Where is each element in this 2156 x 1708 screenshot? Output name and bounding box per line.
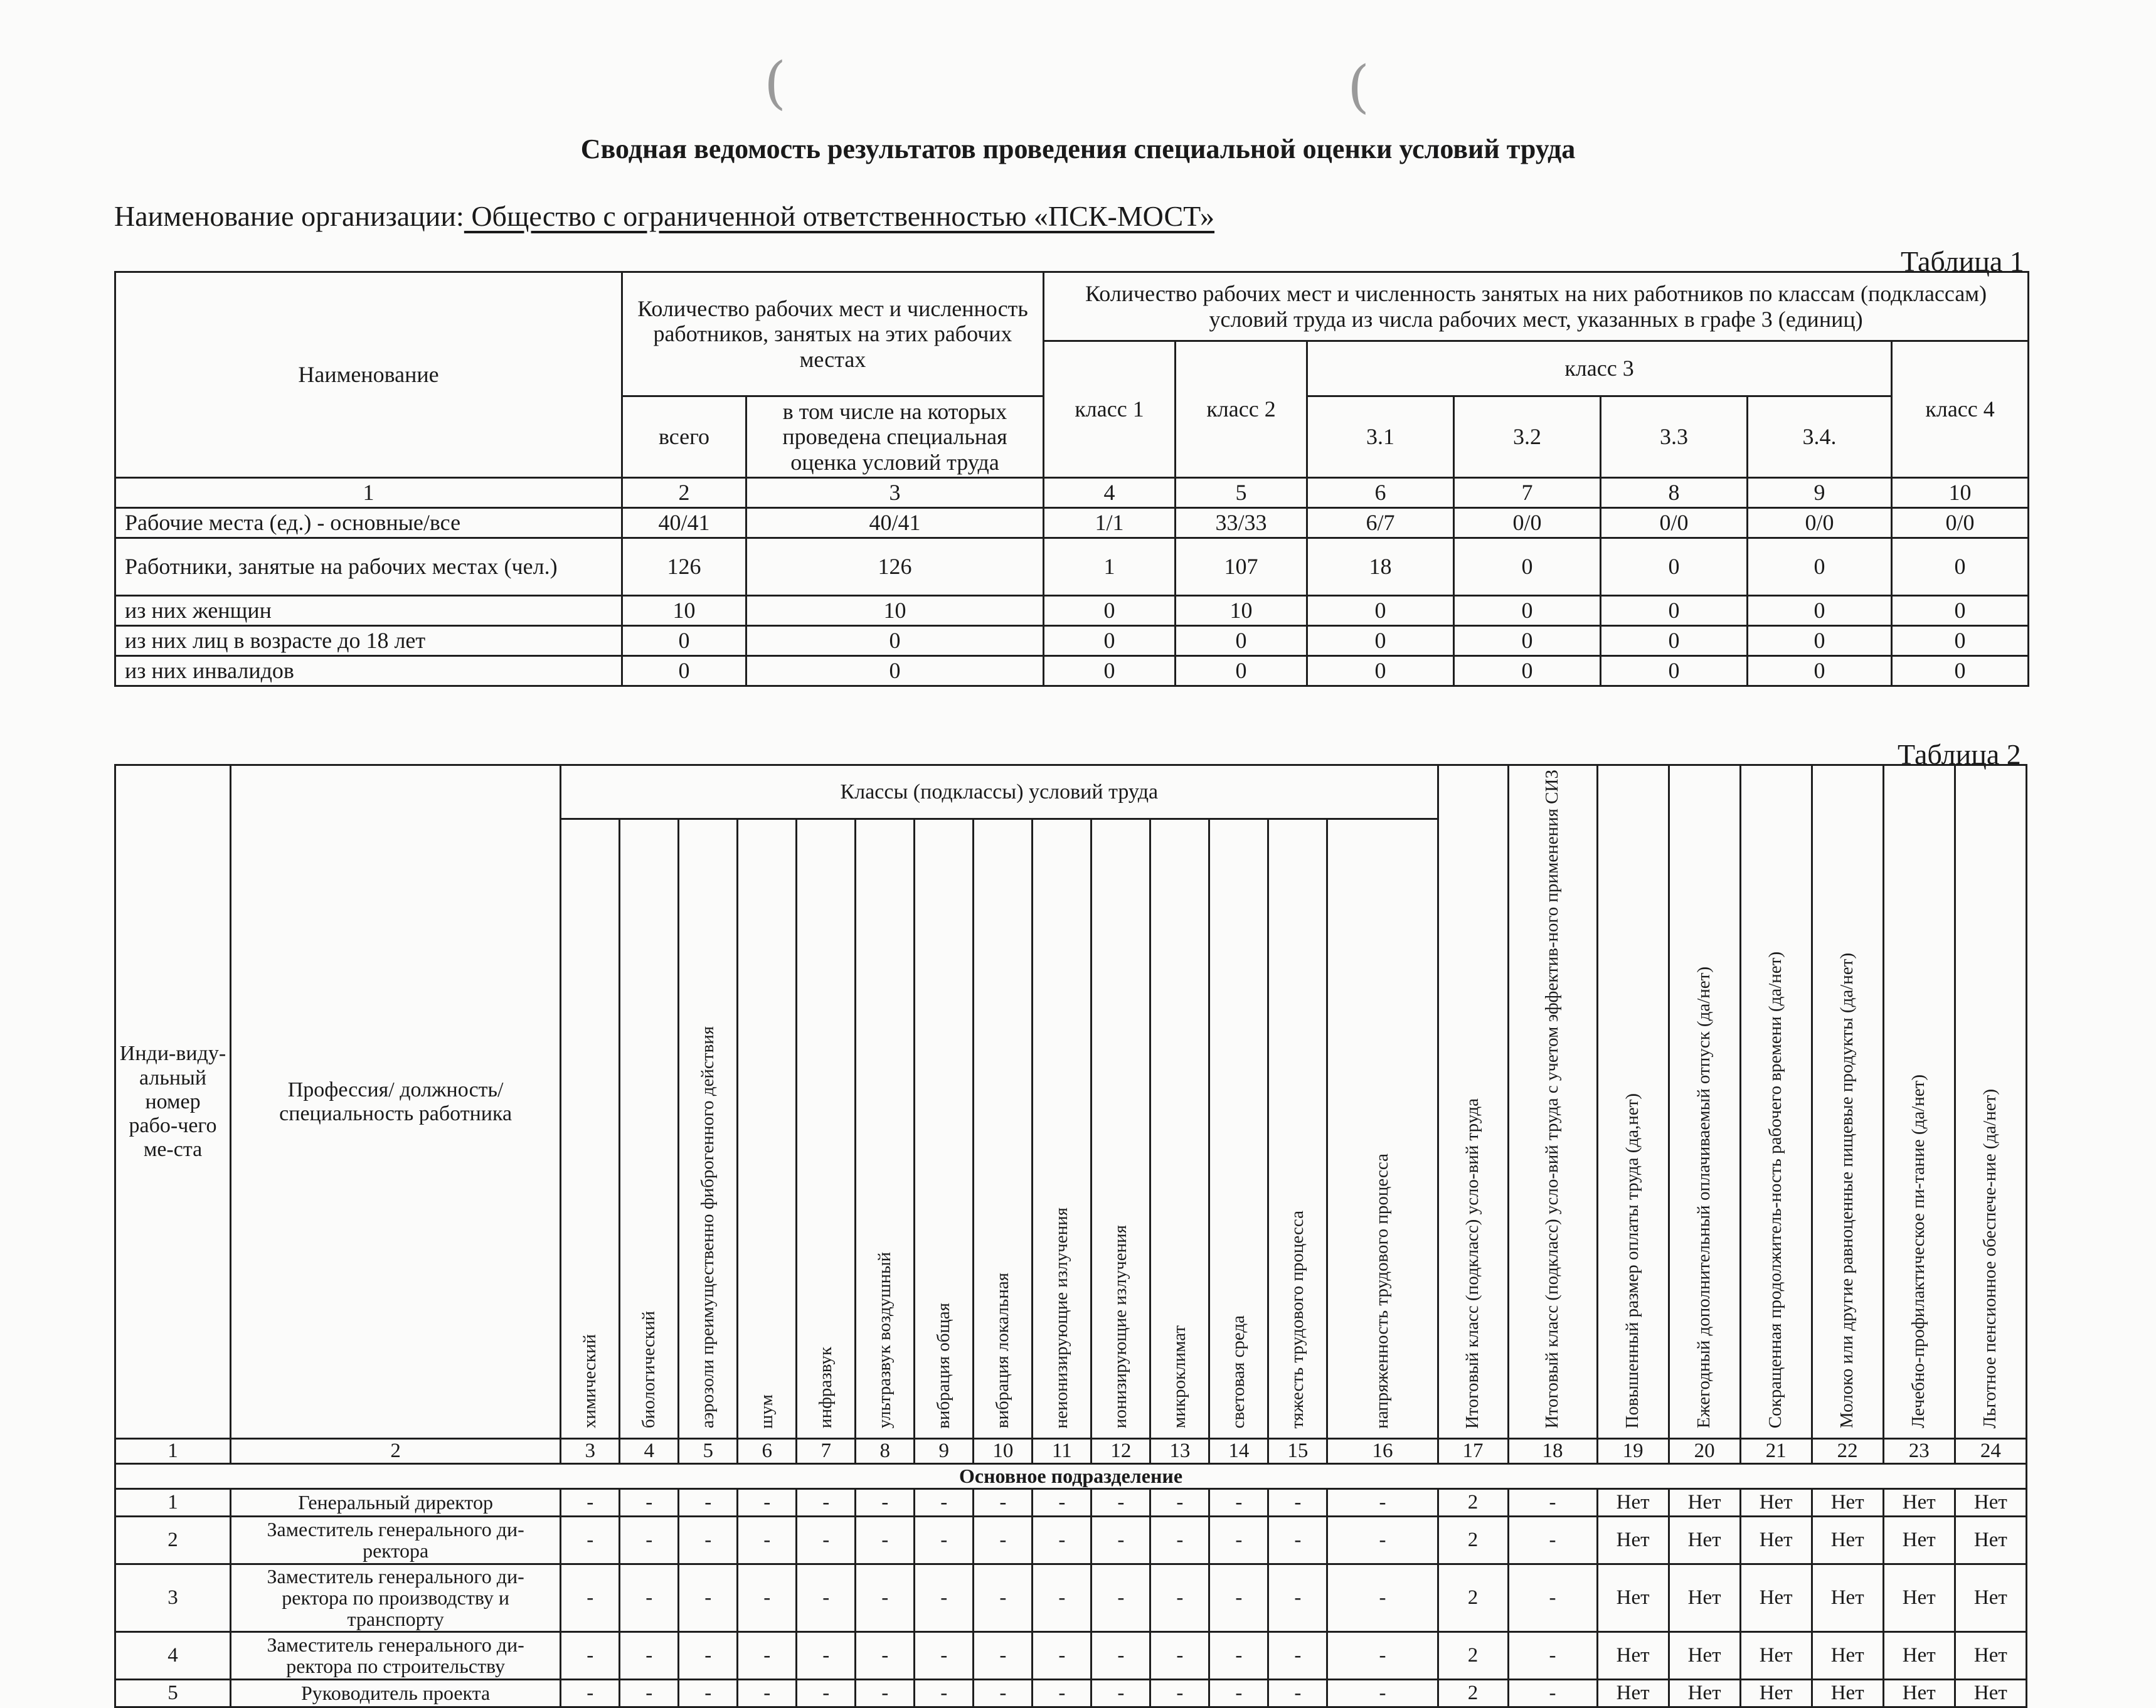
t2-header-factor [1268, 819, 1327, 1439]
t1-row-label: Рабочие места (ед.) - основные/все [115, 508, 622, 538]
t2-cell: 2 [1438, 1517, 1508, 1564]
t2-section-title: Основное подразделение [115, 1464, 2027, 1489]
t2-col-number: 4 [620, 1439, 679, 1464]
t2-cell: - [620, 1564, 679, 1632]
t2-header-milk [1812, 765, 1883, 1439]
t2-header-factor [915, 819, 974, 1439]
t1-cell: 1 [1044, 538, 1176, 596]
t2-cell: Нет [1669, 1680, 1740, 1707]
t2-cell: - [1091, 1680, 1150, 1707]
t2-header-extra-leave-text: Ежегодный дополнительный оплачиваемый отпуск (да/нет) [1694, 967, 1714, 1429]
t2-cell: - [561, 1632, 620, 1680]
t2-header-factor-text: вибрация локальная [992, 1273, 1012, 1429]
t2-cell: Нет [1955, 1680, 2026, 1707]
t1-header-group-classes: Количество рабочих мест и численность занятых на них работников по классам (подклассам) условий труда из числа рабочих мест, указанных в графе 3 (единиц) [1044, 272, 2029, 341]
t1-cell: 0 [1892, 626, 2029, 656]
t2-col-number: 15 [1268, 1439, 1327, 1464]
t2-row [115, 1489, 2027, 1517]
t1-cell: 0 [1892, 596, 2029, 626]
t1-row [115, 656, 2029, 686]
t2-row-position: Заместитель генерального ди-ректора по строительству [231, 1632, 561, 1680]
t2-cell: 2 [1438, 1632, 1508, 1680]
t1-cell: 0 [1176, 656, 1307, 686]
t2-col-number: 8 [856, 1439, 915, 1464]
t2-row [115, 1564, 2027, 1632]
t1-cell: 0 [1601, 656, 1748, 686]
t1-row-label: из них инвалидов [115, 656, 622, 686]
t1-col-number: 4 [1044, 478, 1176, 508]
t2-cell: Нет [1597, 1489, 1669, 1517]
t2-header-factor-text: химический [579, 1334, 600, 1429]
t2-header-factor-text: аэрозоли преимущественно фиброгенного действия [697, 1026, 718, 1429]
t1-header-c33: 3.3 [1601, 396, 1748, 478]
t2-header-factor-text: инфразвук [815, 1347, 836, 1429]
t2-cell: - [797, 1632, 856, 1680]
t1-cell: 0 [1748, 656, 1892, 686]
t2-body [115, 765, 2027, 1707]
t2-cell: - [1508, 1564, 1597, 1632]
t2-row-number: 5 [115, 1680, 231, 1707]
t2-col-number: 14 [1209, 1439, 1268, 1464]
t2-cell: - [915, 1517, 974, 1564]
t2-cell: - [1033, 1517, 1091, 1564]
t1-cell: 1/1 [1044, 508, 1176, 538]
t1-cell: 0 [1601, 596, 1748, 626]
t1-cell: 0 [1454, 538, 1601, 596]
t2-cell: Нет [1597, 1564, 1669, 1632]
t2-header-final-class-ppe [1508, 765, 1597, 1439]
t2-cell: - [1150, 1680, 1209, 1707]
t2-cell: Нет [1740, 1517, 1812, 1564]
t2-cell: - [797, 1564, 856, 1632]
t1-cell: 0/0 [1454, 508, 1601, 538]
t2-cell: Нет [1955, 1632, 2026, 1680]
t2-header-factor-text: ультразвук воздушный [874, 1252, 895, 1429]
t2-cell: - [1033, 1489, 1091, 1517]
t1-cell: 0 [1044, 596, 1176, 626]
t1-col-number: 7 [1454, 478, 1601, 508]
t2-cell: Нет [1883, 1680, 1955, 1707]
t2-cell: - [856, 1680, 915, 1707]
t2-col-number: 3 [561, 1439, 620, 1464]
t2-row-number: 2 [115, 1517, 231, 1564]
t1-cell: 0 [1307, 626, 1454, 656]
t2-cell: - [1268, 1632, 1327, 1680]
t2-header-factor-text: световая среда [1228, 1315, 1248, 1429]
t2-cell: Нет [1597, 1517, 1669, 1564]
t1-cell: 0 [1176, 626, 1307, 656]
t2-cell: - [1508, 1517, 1597, 1564]
t1-col-numbers-row [115, 478, 2029, 508]
t1-cell: 10 [1176, 596, 1307, 626]
t2-cell: - [620, 1517, 679, 1564]
t2-col-number: 18 [1508, 1439, 1597, 1464]
t2-cell: - [561, 1489, 620, 1517]
t2-cell: Нет [1883, 1517, 1955, 1564]
t2-cell: - [915, 1564, 974, 1632]
t1-cell: 0 [1892, 538, 2029, 596]
t2-header-workplace-no: Инди-виду-альный номер рабо-чего ме-ста [115, 765, 231, 1439]
t2-cell: - [620, 1680, 679, 1707]
t2-cell: Нет [1883, 1564, 1955, 1632]
t2-cell: - [1150, 1517, 1209, 1564]
t2-cell: 2 [1438, 1489, 1508, 1517]
t2-header-factor-text: тяжесть трудового процесса [1287, 1210, 1307, 1429]
t2-col-number: 22 [1812, 1439, 1883, 1464]
t1-cell: 40/41 [746, 508, 1044, 538]
t2-cell: - [620, 1489, 679, 1517]
scan-mark: ( [1347, 54, 1370, 120]
t2-cell: Нет [1955, 1489, 2026, 1517]
t2-cell: - [856, 1564, 915, 1632]
t2-col-number: 12 [1091, 1439, 1150, 1464]
t2-cell: Нет [1955, 1564, 2026, 1632]
t2-header-row [115, 765, 2027, 819]
t1-cell: 0 [1892, 656, 2029, 686]
t2-cell: Нет [1669, 1517, 1740, 1564]
t1-col-number: 10 [1892, 478, 2029, 508]
t2-header-final-class [1438, 765, 1508, 1439]
t2-cell: - [1033, 1564, 1091, 1632]
t2-row-position: Руководитель проекта [231, 1680, 561, 1707]
t2-cell: - [561, 1680, 620, 1707]
t2-cell: - [974, 1489, 1033, 1517]
t2-cell: - [797, 1517, 856, 1564]
scan-mark: ( [764, 50, 787, 116]
t2-cell: - [1268, 1489, 1327, 1517]
summary-table [114, 271, 2029, 687]
t2-header-classes-group: Классы (подклассы) условий труда [561, 765, 1438, 819]
t2-col-number: 5 [679, 1439, 738, 1464]
t2-cell: - [1508, 1632, 1597, 1680]
t1-col-number: 1 [115, 478, 622, 508]
t2-col-number: 19 [1597, 1439, 1669, 1464]
t2-col-number: 7 [797, 1439, 856, 1464]
t2-cell: Нет [1812, 1564, 1883, 1632]
t2-cell: - [738, 1564, 797, 1632]
t2-cell: - [679, 1632, 738, 1680]
t2-header-profession: Профессия/ должность/ специальность работника [231, 765, 561, 1439]
t2-header-factor [1150, 819, 1209, 1439]
t2-cell: - [738, 1517, 797, 1564]
t2-header-factor [1033, 819, 1091, 1439]
t2-cell: Нет [1669, 1564, 1740, 1632]
t2-cell: - [1327, 1517, 1438, 1564]
t1-cell: 0 [1748, 596, 1892, 626]
t2-header-factor [561, 819, 620, 1439]
t1-header-class3: класс 3 [1307, 341, 1892, 396]
t1-col-number: 3 [746, 478, 1044, 508]
table2-caption: Таблица 2 [1898, 738, 2021, 770]
t1-header-group-count: Количество рабочих мест и численность работников, занятых на этих рабочих местах [622, 272, 1044, 396]
t2-header-factor-text: ионизирующие излучения [1110, 1225, 1130, 1429]
t1-cell: 0 [1454, 656, 1601, 686]
t1-header-c32: 3.2 [1454, 396, 1601, 478]
t2-header-final-class-ppe-text: Итоговый класс (подкласс) усло-вий труда с учетом эффектив-ного применения СИЗ [1542, 770, 1563, 1429]
t2-cell: Нет [1812, 1517, 1883, 1564]
t2-cell: - [1268, 1680, 1327, 1707]
t2-cell: - [1209, 1489, 1268, 1517]
t2-cell: 2 [1438, 1564, 1508, 1632]
t2-cell: - [856, 1632, 915, 1680]
t2-row-number: 4 [115, 1632, 231, 1680]
t2-header-factor-text: микроклимат [1169, 1325, 1189, 1429]
t2-cell: - [738, 1632, 797, 1680]
t2-cell: - [1150, 1489, 1209, 1517]
t2-col-number: 24 [1955, 1439, 2026, 1464]
t2-cell: - [974, 1517, 1033, 1564]
t1-col-number: 8 [1601, 478, 1748, 508]
t1-cell: 6/7 [1307, 508, 1454, 538]
t2-cell: - [1327, 1632, 1438, 1680]
t1-cell: 0 [1748, 538, 1892, 596]
t1-cell: 0 [622, 656, 746, 686]
t2-row-position: Генеральный директор [231, 1489, 561, 1517]
t2-cell: Нет [1812, 1489, 1883, 1517]
t1-cell: 0 [1601, 538, 1748, 596]
t1-row [115, 538, 2029, 596]
t2-cell: - [1209, 1517, 1268, 1564]
t2-cell: - [679, 1680, 738, 1707]
t1-cell: 0 [1307, 596, 1454, 626]
t2-header-factor [1209, 819, 1268, 1439]
t2-col-number: 9 [915, 1439, 974, 1464]
t2-cell: - [915, 1489, 974, 1517]
t2-row [115, 1632, 2027, 1680]
t2-cell: - [797, 1489, 856, 1517]
t1-col-number: 5 [1176, 478, 1307, 508]
document-title: Сводная ведомость результатов проведения специальной оценки условий труда [580, 134, 1576, 164]
workplace-table [114, 764, 2027, 1708]
t2-cell: Нет [1669, 1489, 1740, 1517]
t2-row [115, 1680, 2027, 1707]
t2-header-factor [974, 819, 1033, 1439]
t2-cell: Нет [1740, 1632, 1812, 1680]
t2-col-number: 21 [1740, 1439, 1812, 1464]
t2-col-number: 10 [974, 1439, 1033, 1464]
t1-col-number: 9 [1748, 478, 1892, 508]
t2-header-factor-text: вибрация общая [933, 1302, 953, 1429]
t2-header-factor [1327, 819, 1438, 1439]
organization-name: Общество с ограниченной ответственностью «ПСК-МОСТ» [464, 200, 1215, 232]
t2-col-number: 16 [1327, 1439, 1438, 1464]
t2-cell: - [1268, 1517, 1327, 1564]
t2-cell: - [974, 1564, 1033, 1632]
t2-cell: - [1327, 1489, 1438, 1517]
t1-cell: 0 [1601, 626, 1748, 656]
t1-row [115, 626, 2029, 656]
t2-cell: - [856, 1489, 915, 1517]
t2-row-position: Заместитель генерального ди-ректора по производству и транспорту [231, 1564, 561, 1632]
t2-col-number: 6 [738, 1439, 797, 1464]
t2-header-factor [1091, 819, 1150, 1439]
t1-cell: 10 [746, 596, 1044, 626]
t2-cell: - [620, 1632, 679, 1680]
t2-cell: - [1091, 1632, 1150, 1680]
t1-cell: 0 [746, 626, 1044, 656]
t1-row-label: из них лиц в возрасте до 18 лет [115, 626, 622, 656]
t2-row-number: 1 [115, 1489, 231, 1517]
t2-header-extra-leave [1669, 765, 1740, 1439]
t2-cell: - [974, 1680, 1033, 1707]
t1-cell: 0 [1748, 626, 1892, 656]
t2-header-therapeutic [1883, 765, 1955, 1439]
t2-cell: Нет [1955, 1517, 2026, 1564]
t1-header-c31: 3.1 [1307, 396, 1454, 478]
t1-header-name: Наименование [115, 272, 622, 478]
t1-body [115, 478, 2029, 686]
t1-cell: 10 [622, 596, 746, 626]
t1-cell: 40/41 [622, 508, 746, 538]
t1-col-number: 2 [622, 478, 746, 508]
t2-col-number: 23 [1883, 1439, 1955, 1464]
t1-row-label: из них женщин [115, 596, 622, 626]
t1-cell: 18 [1307, 538, 1454, 596]
t1-header-class4: класс 4 [1892, 341, 2029, 478]
t1-header-class1: класс 1 [1044, 341, 1176, 478]
t2-cell: - [738, 1489, 797, 1517]
t2-header-factor [620, 819, 679, 1439]
table1-caption: Таблица 1 [1901, 245, 2024, 277]
t2-cell: - [915, 1632, 974, 1680]
t2-cell: Нет [1883, 1632, 1955, 1680]
t2-cell: Нет [1597, 1632, 1669, 1680]
t2-header-factor [738, 819, 797, 1439]
t2-cell: - [1091, 1517, 1150, 1564]
t2-cell: - [1209, 1564, 1268, 1632]
t2-cell: - [561, 1564, 620, 1632]
t2-col-number: 13 [1150, 1439, 1209, 1464]
t2-cell: - [679, 1517, 738, 1564]
t2-cell: - [1091, 1564, 1150, 1632]
t1-cell: 126 [746, 538, 1044, 596]
t2-cell: Нет [1740, 1564, 1812, 1632]
t2-row-number: 3 [115, 1564, 231, 1632]
t2-header-extra-pay [1597, 765, 1669, 1439]
t1-cell: 0 [1307, 656, 1454, 686]
t1-cell: 0 [1044, 626, 1176, 656]
t2-header-therapeutic-text: Лечебно-профилактическое пи-тание (да/нет) [1908, 1074, 1929, 1429]
t2-header-short-time-text: Сокращенная продолжитель-ность рабочего времени (да/нет) [1765, 952, 1786, 1429]
t1-cell: 0 [1454, 626, 1601, 656]
t2-cell: - [1508, 1489, 1597, 1517]
t2-section-row [115, 1464, 2027, 1489]
t2-cell: - [915, 1680, 974, 1707]
t1-row [115, 508, 2029, 538]
t2-cell: - [679, 1489, 738, 1517]
t1-row [115, 596, 2029, 626]
t1-header-total: всего [622, 396, 746, 478]
t2-cell: - [1150, 1564, 1209, 1632]
t2-cell: Нет [1883, 1489, 1955, 1517]
t2-cell: - [1033, 1632, 1091, 1680]
t1-col-number: 6 [1307, 478, 1454, 508]
t1-cell: 0 [1454, 596, 1601, 626]
t2-cell: Нет [1812, 1680, 1883, 1707]
t2-header-final-class-text: Итоговый класс (подкласс) усло-вий труда [1462, 1098, 1483, 1429]
t2-cell: - [1091, 1489, 1150, 1517]
t2-cell: Нет [1812, 1632, 1883, 1680]
t2-cell: - [1508, 1680, 1597, 1707]
t1-header-c34: 3.4. [1748, 396, 1892, 478]
t1-cell: 107 [1176, 538, 1307, 596]
t2-col-number: 11 [1033, 1439, 1091, 1464]
t2-cell: - [679, 1564, 738, 1632]
t2-cell: Нет [1597, 1680, 1669, 1707]
t2-cell: Нет [1669, 1632, 1740, 1680]
t2-header-extra-pay-text: Повышенный размер оплаты труда (да,нет) [1622, 1093, 1643, 1429]
t2-cell: - [1209, 1632, 1268, 1680]
organization-label: Наименование организации: [114, 200, 464, 232]
t2-cell: - [1327, 1564, 1438, 1632]
t2-cell: - [1209, 1680, 1268, 1707]
t2-cell: - [1033, 1680, 1091, 1707]
t2-header-factor-text: напряженность трудового процесса [1372, 1153, 1392, 1429]
t2-cell: 2 [1438, 1680, 1508, 1707]
t2-cell: Нет [1740, 1489, 1812, 1517]
t1-cell: 0 [622, 626, 746, 656]
t2-col-number: 1 [115, 1439, 231, 1464]
t2-col-number: 2 [231, 1439, 561, 1464]
t2-header-milk-text: Молоко или другие равноценные пищевые продукты (да/нет) [1837, 953, 1857, 1429]
t2-row-position: Заместитель генерального ди-ректора [231, 1517, 561, 1564]
t2-col-number: 20 [1669, 1439, 1740, 1464]
t2-col-number: 17 [1438, 1439, 1508, 1464]
t1-cell: 33/33 [1176, 508, 1307, 538]
organization-line [114, 199, 1214, 233]
t1-header-assessed: в том числе на которых проведена специальная оценка условий труда [746, 396, 1044, 478]
t2-header-factor-text: неионизирующие излучения [1051, 1207, 1071, 1429]
t1-cell: 126 [622, 538, 746, 596]
t2-cell: - [738, 1680, 797, 1707]
t1-cell: 0/0 [1748, 508, 1892, 538]
t2-header-factor [797, 819, 856, 1439]
t2-cell: - [797, 1680, 856, 1707]
t2-header-short-time [1740, 765, 1812, 1439]
t1-header-class2: класс 2 [1176, 341, 1307, 478]
t2-cell: - [856, 1517, 915, 1564]
t2-cell: - [1327, 1680, 1438, 1707]
t2-header-factor [856, 819, 915, 1439]
t2-header-pension-text: Льготное пенсионное обеспече-ние (да/нет) [1980, 1088, 2000, 1429]
t2-cell: - [1268, 1564, 1327, 1632]
t2-cell: Нет [1740, 1680, 1812, 1707]
t2-cell: - [561, 1517, 620, 1564]
t2-header-factor [679, 819, 738, 1439]
t1-cell: 0/0 [1892, 508, 2029, 538]
t2-cell: - [974, 1632, 1033, 1680]
t2-cell: - [1150, 1632, 1209, 1680]
t1-cell: 0 [746, 656, 1044, 686]
t2-col-numbers-row [115, 1439, 2027, 1464]
t1-cell: 0/0 [1601, 508, 1748, 538]
t2-header-factor-text: биологический [638, 1311, 659, 1429]
t2-header-pension [1955, 765, 2026, 1439]
t2-row [115, 1517, 2027, 1564]
t2-header-factor-text: шум [756, 1394, 777, 1429]
t1-row-label: Работники, занятые на рабочих местах (чел.) [115, 538, 622, 596]
t1-cell: 0 [1044, 656, 1176, 686]
